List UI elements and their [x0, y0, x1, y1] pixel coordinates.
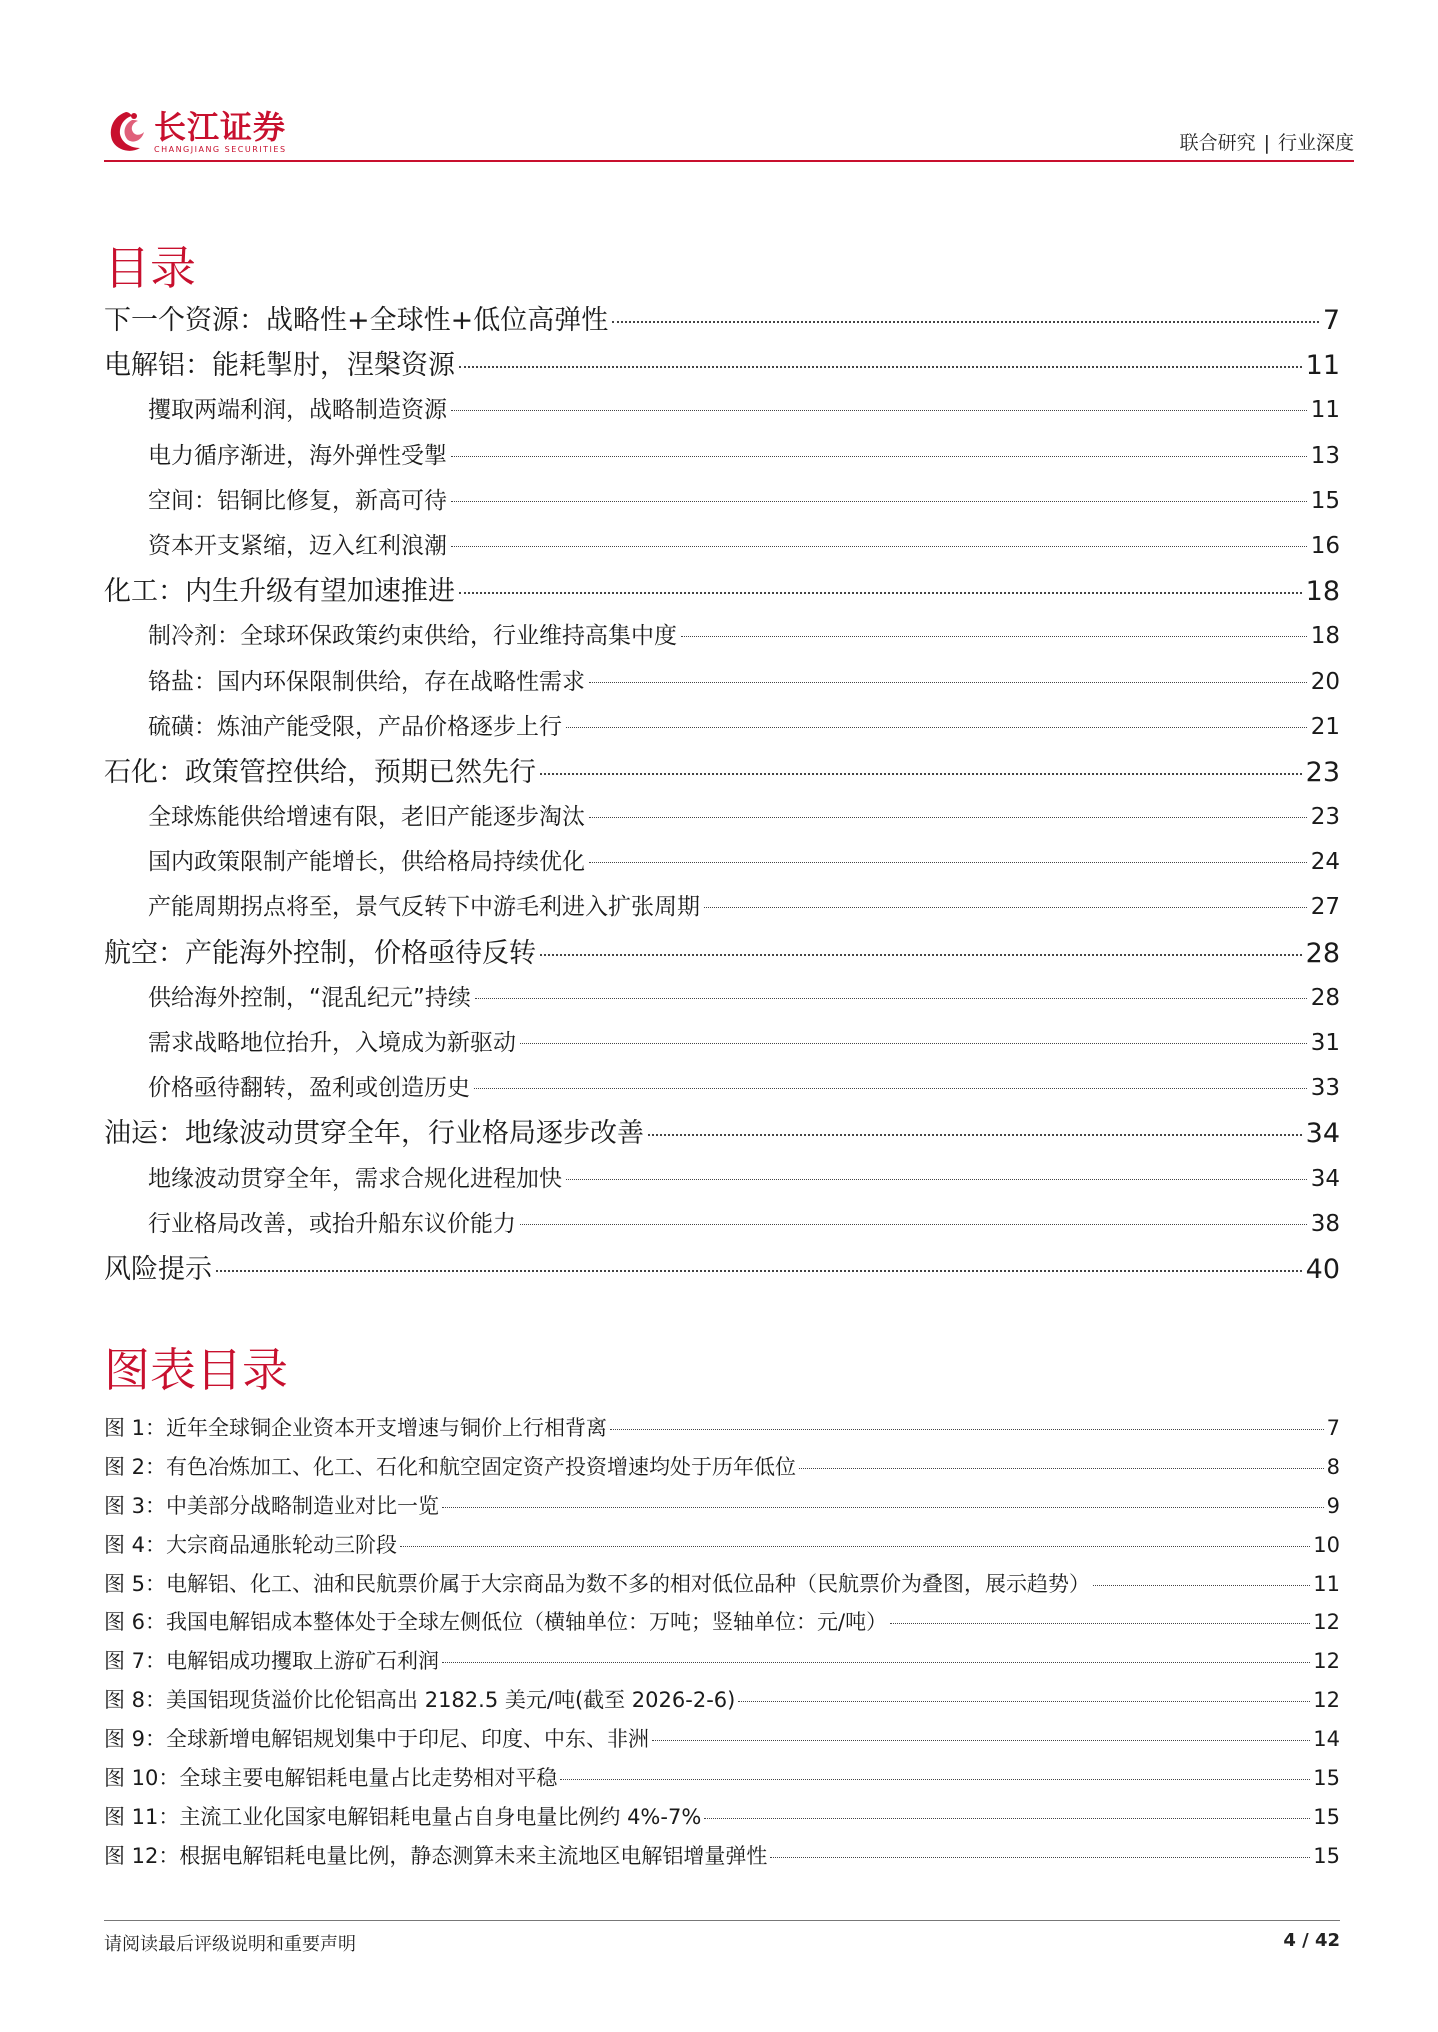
figure-entry-label: 图 6：我国电解铝成本整体处于全球左侧低位（横轴单位：万吨；竖轴单位：元/吨） [104, 1610, 888, 1635]
figure-entry[interactable] [104, 1837, 1340, 1876]
dot-leader [652, 1740, 1310, 1741]
toc-chapter-entry[interactable] [104, 569, 1340, 614]
tag-industry-depth: 行业深度 [1277, 132, 1354, 154]
tag-separator: | [1263, 132, 1270, 154]
figure-entry-label: 图 10：全球主要电解铝耗电量占比走势相对平稳 [104, 1766, 558, 1791]
phoenix-logo-icon [104, 108, 148, 156]
figure-entry-page: 9 [1326, 1493, 1340, 1518]
dot-leader [704, 907, 1307, 908]
toc-section-entry-label: 电力循序渐进，海外弹性受掣 [148, 442, 447, 469]
dot-leader [442, 1507, 1324, 1508]
dot-leader [520, 1043, 1307, 1044]
figure-entry[interactable] [104, 1720, 1340, 1759]
toc-section-entry-page: 31 [1310, 1030, 1340, 1056]
dot-leader [1093, 1585, 1310, 1586]
toc-section-entry-page: 38 [1310, 1210, 1340, 1237]
toc-section-entry-label: 地缘波动贯穿全年，需求合规化进程加快 [148, 1165, 562, 1192]
toc-section-entry-label: 空间：铝铜比修复，新高可待 [148, 487, 447, 514]
toc-chapter-entry[interactable] [104, 1247, 1340, 1292]
toc-section-entry-label: 行业格局改善，或抬升船东议价能力 [148, 1210, 516, 1237]
toc-chapter-entry-page: 34 [1305, 1118, 1340, 1150]
dot-leader [540, 954, 1302, 956]
toc-section-entry[interactable] [104, 1202, 1340, 1247]
figure-entry-label: 图 12：根据电解铝耗电量比例，静态测算未来主流地区电解铝增量弹性 [104, 1843, 768, 1868]
dot-leader [474, 1088, 1307, 1089]
toc-section-entry-label: 制冷剂：全球环保政策约束供给，行业维持高集中度 [148, 623, 677, 650]
figure-entry-label: 图 4：大宗商品通胀轮动三阶段 [104, 1532, 398, 1557]
toc-chapter-entry[interactable] [104, 298, 1340, 343]
toc-section-entry[interactable] [104, 705, 1340, 750]
figure-entry-page: 15 [1313, 1766, 1340, 1791]
dot-leader [459, 366, 1302, 368]
logo-chinese-name: 长江证券 [154, 108, 287, 146]
toc-section-entry-page: 28 [1310, 984, 1340, 1011]
toc-chapter-entry-page: 7 [1322, 305, 1340, 336]
toc-chapter-entry-label: 石化：政策管控供给，预期已然先行 [104, 756, 536, 788]
toc-section-entry[interactable] [104, 660, 1340, 705]
toc-title: 目录 [104, 241, 196, 295]
toc-section-entry-page: 18 [1310, 623, 1340, 650]
toc-section-entry[interactable] [104, 840, 1340, 885]
dot-leader [216, 1270, 1302, 1272]
figure-entry[interactable] [104, 1798, 1340, 1837]
company-logo [104, 104, 287, 160]
dot-leader [610, 1429, 1324, 1430]
toc-section-entry[interactable] [104, 1157, 1340, 1202]
toc-section-entry[interactable] [104, 795, 1340, 840]
figure-entry-label: 图 5：电解铝、化工、油和民航票价属于大宗商品为数不多的相对低位品种（民航票价为叠图，展示趋势） [104, 1571, 1091, 1596]
dot-leader [520, 1224, 1307, 1225]
toc-section-entry[interactable] [104, 479, 1340, 524]
toc-section-entry-page: 20 [1310, 668, 1340, 695]
toc-section-entry-label: 攫取两端利润，战略制造资源 [148, 397, 447, 424]
figure-entry-label: 图 9：全球新增电解铝规划集中于印尼、印度、中东、非洲 [104, 1727, 650, 1752]
dot-leader [451, 410, 1307, 411]
toc-section-entry[interactable] [104, 1021, 1340, 1066]
dot-leader [770, 1857, 1310, 1858]
toc-section-entry-label: 硫磺：炼油产能受限，产品价格逐步上行 [148, 713, 562, 740]
dot-leader [589, 817, 1307, 818]
report-type-tags [1180, 128, 1354, 155]
dot-leader [475, 998, 1307, 999]
toc-section-entry-label: 全球炼能供给增速有限，老旧产能逐步淘汰 [148, 804, 585, 831]
dot-leader [566, 727, 1307, 728]
dot-leader [451, 546, 1307, 547]
figure-entry[interactable] [104, 1565, 1340, 1604]
dot-leader [566, 1179, 1307, 1180]
figure-entry-page: 8 [1326, 1454, 1340, 1479]
figure-entry[interactable] [104, 1759, 1340, 1798]
toc-section-entry-label: 国内政策限制产能增长，供给格局持续优化 [148, 849, 585, 876]
dot-leader [612, 321, 1319, 323]
figure-entry-label: 图 3：中美部分战略制造业对比一览 [104, 1493, 440, 1518]
dot-leader [451, 456, 1307, 457]
toc-chapter-entry-label: 油运：地缘波动贯穿全年，行业格局逐步改善 [104, 1118, 644, 1150]
figure-entry-page: 7 [1326, 1416, 1340, 1440]
footer-disclaimer: 请阅读最后评级说明和重要声明 [104, 1934, 356, 1955]
toc-section-entry[interactable] [104, 1066, 1340, 1111]
dot-leader [442, 1662, 1310, 1663]
toc-section-entry-page: 33 [1310, 1075, 1340, 1102]
dot-leader [560, 1779, 1310, 1780]
toc-section-entry-page: 16 [1310, 532, 1340, 559]
figure-entry[interactable] [104, 1603, 1340, 1642]
toc-chapter-entry-page: 28 [1305, 937, 1340, 969]
figure-entry-label: 图 1：近年全球铜企业资本开支增速与铜价上行相背离 [104, 1416, 608, 1440]
dot-leader [589, 682, 1307, 683]
figure-entry-label: 图 2：有色冶炼加工、化工、石化和航空固定资产投资增速均处于历年低位 [104, 1454, 797, 1479]
toc-chapter-entry-page: 23 [1305, 756, 1340, 788]
toc-chapter-entry-page: 18 [1305, 576, 1340, 608]
figure-entry[interactable] [104, 1642, 1340, 1681]
figure-entry[interactable] [104, 1448, 1340, 1487]
tag-joint-research: 联合研究 [1179, 132, 1256, 154]
toc-section-entry-page: 11 [1310, 397, 1340, 424]
toc-chapter-entry-page: 40 [1305, 1253, 1340, 1285]
figure-entry-page: 11 [1313, 1571, 1340, 1596]
dot-leader [681, 636, 1307, 637]
toc-chapter-entry[interactable] [104, 1111, 1340, 1156]
toc-section-entry-page: 27 [1310, 894, 1340, 921]
table-of-contents [104, 298, 1340, 1292]
toc-section-entry[interactable] [104, 434, 1340, 479]
figure-entry[interactable] [104, 1487, 1340, 1526]
toc-chapter-entry[interactable] [104, 750, 1340, 795]
toc-chapter-entry[interactable] [104, 931, 1340, 976]
figure-entry-label: 图 11：主流工业化国家电解铝耗电量占自身电量比例约 4%-7% [104, 1804, 702, 1829]
toc-section-entry[interactable] [104, 614, 1340, 659]
dot-leader [799, 1468, 1324, 1469]
toc-chapter-entry-label: 下一个资源：战略性+全球性+低位高弹性 [104, 305, 609, 336]
figures-title: 图表目录 [104, 1343, 288, 1397]
page-number: 4 / 42 [1283, 1930, 1340, 1951]
figure-entry-label: 图 7：电解铝成功攫取上游矿石利润 [104, 1649, 440, 1674]
figure-entry[interactable] [104, 1409, 1340, 1448]
toc-section-entry-label: 铬盐：国内环保限制供给，存在战略性需求 [148, 668, 585, 695]
dot-leader [589, 862, 1307, 863]
toc-section-entry-page: 24 [1310, 849, 1340, 876]
toc-section-entry-label: 价格亟待翻转，盈利或创造历史 [148, 1075, 470, 1102]
toc-chapter-entry-label: 航空：产能海外控制，价格亟待反转 [104, 937, 536, 969]
toc-section-entry[interactable] [104, 388, 1340, 433]
figure-entry-page: 15 [1313, 1843, 1340, 1868]
dot-leader [540, 773, 1302, 775]
figure-entry-page: 12 [1313, 1688, 1340, 1713]
dot-leader [451, 501, 1307, 502]
toc-section-entry-page: 23 [1310, 804, 1340, 831]
dot-leader [459, 592, 1302, 594]
dot-leader [890, 1623, 1310, 1624]
toc-section-entry-label: 需求战略地位抬升，入境成为新驱动 [148, 1030, 516, 1056]
logo-english-name: CHANGJIANG SECURITIES [154, 145, 287, 154]
toc-section-entry-page: 34 [1310, 1165, 1340, 1192]
dot-leader [704, 1818, 1310, 1819]
page-header [104, 98, 1354, 166]
toc-section-entry-label: 产能周期拐点将至，景气反转下中游毛利进入扩张周期 [148, 894, 700, 921]
dot-leader [400, 1546, 1310, 1547]
toc-section-entry[interactable] [104, 976, 1340, 1021]
toc-chapter-entry-label: 化工：内生升级有望加速推进 [104, 576, 455, 608]
toc-section-entry-label: 资本开支紧缩，迈入红利浪潮 [148, 532, 447, 559]
figure-entry-page: 10 [1313, 1532, 1340, 1557]
toc-section-entry[interactable] [104, 524, 1340, 569]
dot-leader [738, 1701, 1310, 1702]
toc-section-entry-label: 供给海外控制，“混乱纪元”持续 [148, 984, 471, 1011]
toc-chapter-entry-page: 11 [1305, 350, 1340, 382]
figure-entry[interactable] [104, 1681, 1340, 1720]
footer-divider [104, 1920, 1340, 1921]
toc-chapter-entry[interactable] [104, 343, 1340, 388]
toc-section-entry[interactable] [104, 885, 1340, 930]
toc-section-entry-page: 21 [1310, 713, 1340, 740]
figure-entry-page: 12 [1313, 1649, 1340, 1674]
figure-entry-page: 14 [1313, 1727, 1340, 1752]
toc-section-entry-page: 15 [1310, 487, 1340, 514]
figure-entry-page: 12 [1313, 1610, 1340, 1635]
figure-entry-label: 图 8：美国铝现货溢价比伦铝高出 2182.5 美元/吨(截至 2026-2-6) [104, 1688, 736, 1713]
header-divider [104, 160, 1354, 162]
toc-section-entry-page: 13 [1310, 442, 1340, 469]
figure-list [104, 1409, 1340, 1876]
toc-chapter-entry-label: 风险提示 [104, 1253, 212, 1285]
figure-entry[interactable] [104, 1526, 1340, 1565]
figure-entry-page: 15 [1313, 1804, 1340, 1829]
dot-leader [648, 1134, 1302, 1136]
toc-chapter-entry-label: 电解铝：能耗掣肘，涅槃资源 [104, 350, 455, 382]
